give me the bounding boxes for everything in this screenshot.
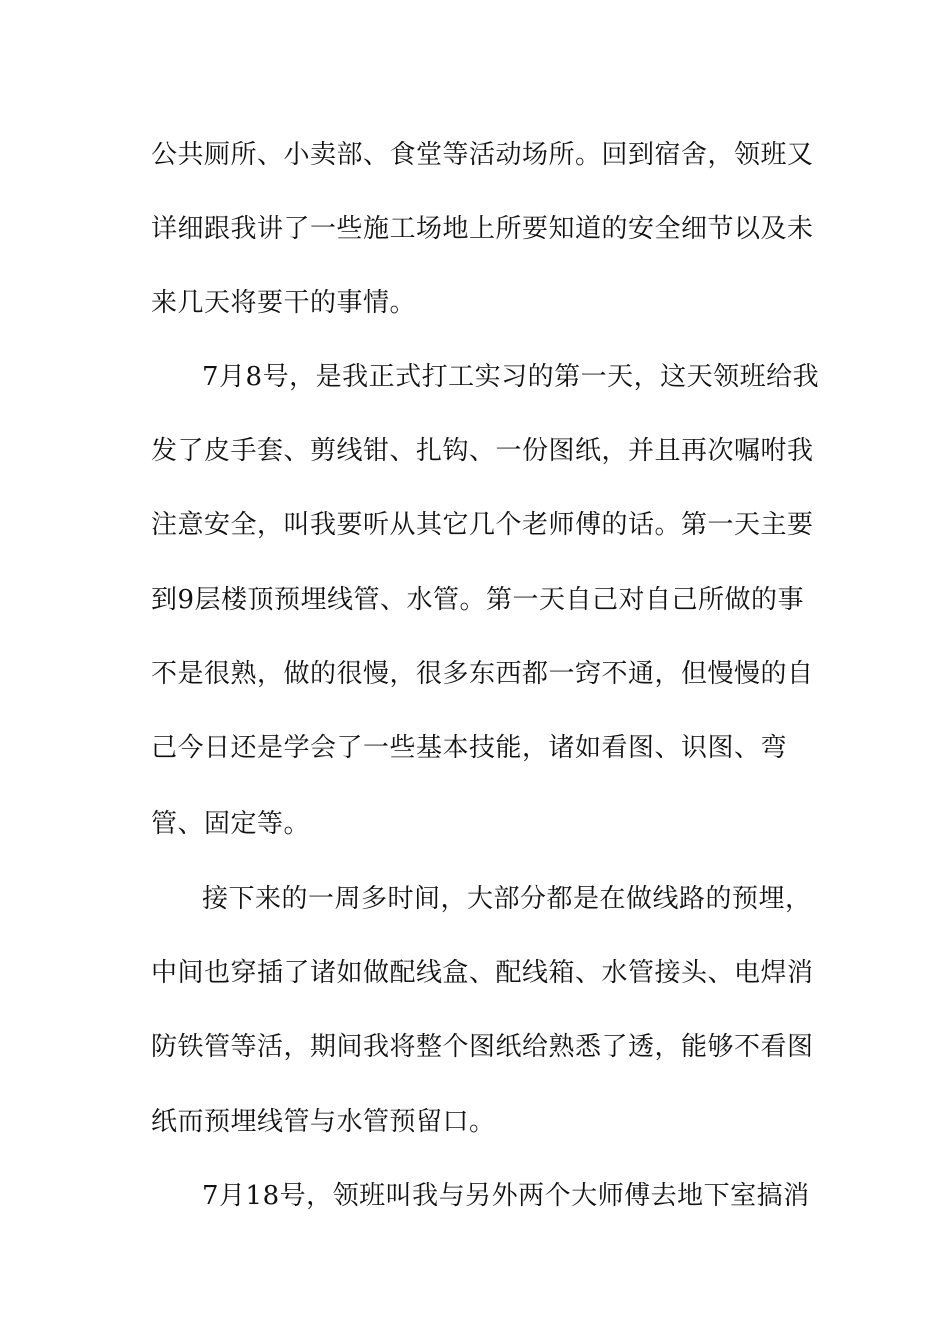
text-line-14: 纸而预埋线管与水管预留口。 [151, 1107, 496, 1137]
text-line-6: 注意安全，叫我要听从其它几个老师傅的话。第一天主要 [151, 510, 814, 540]
text-line-3: 来几天将要干的事情。 [151, 288, 417, 318]
text-line-1: 公共厕所、小卖部、食堂等活动场所。回到宿舍，领班又 [151, 140, 814, 170]
text-line-10: 管、固定等。 [151, 809, 311, 839]
text-line-9: 己今日还是学会了一些基本技能，诸如看图、识图、弯 [151, 733, 788, 763]
text-line-15: 7月18号，领班叫我与另外两个大师傅去地下室搞消 [202, 1181, 810, 1211]
text-line-4: 7月8号，是我正式打工实习的第一天，这天领班给我 [202, 362, 820, 392]
text-line-5: 发了皮手套、剪线钳、扎钩、一份图纸，并且再次嘱咐我 [151, 436, 814, 466]
text-line-12: 中间也穿插了诸如做配线盒、配线箱、水管接头、电焊消 [151, 958, 814, 988]
text-line-7: 到9层楼顶预埋线管、水管。第一天自己对自己所做的事 [151, 585, 805, 615]
text-line-8: 不是很熟，做的很慢，很多东西都一窍不通，但慢慢的自 [151, 659, 814, 689]
text-line-2: 详细跟我讲了一些施工场地上所要知道的安全细节以及未 [151, 214, 814, 244]
text-line-11: 接下来的一周多时间，大部分都是在做线路的预埋， [202, 884, 812, 914]
text-line-13: 防铁管等活，期间我将整个图纸给熟悉了透，能够不看图 [151, 1032, 814, 1062]
